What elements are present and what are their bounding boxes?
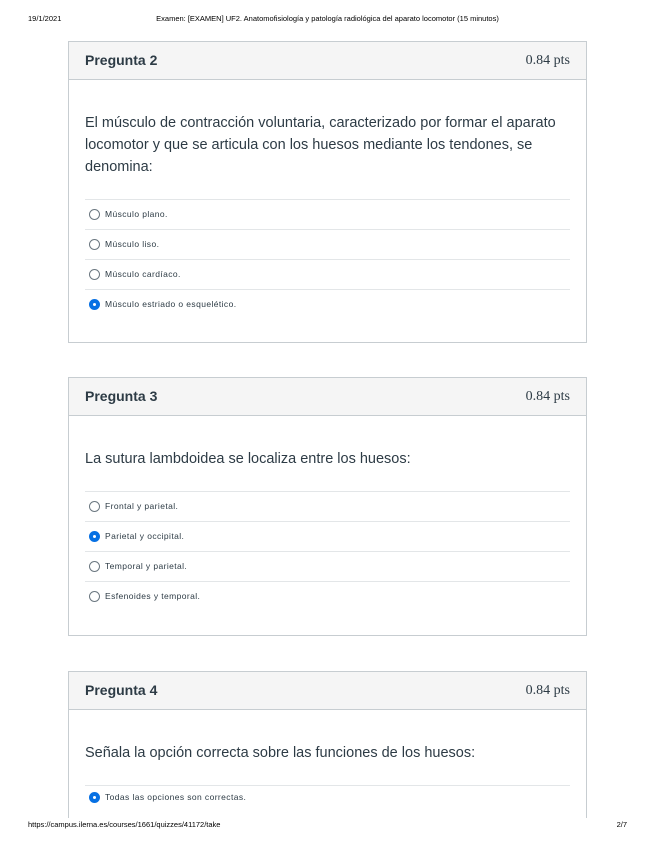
print-header	[28, 14, 627, 26]
radio-button[interactable]	[89, 561, 100, 572]
answer-label[interactable]: Músculo estriado o esquelético.	[105, 299, 237, 309]
print-date: 19/1/2021	[28, 14, 62, 23]
radio-button[interactable]	[89, 269, 100, 280]
question-text: El músculo de contracción voluntaria, caracterizado por formar el aparato locomotor y que se articula con los huesos mediante los tendones, se denomina:	[85, 115, 556, 175]
answer-label[interactable]: Temporal y parietal.	[105, 561, 188, 571]
question-title: Pregunta 4	[85, 682, 158, 698]
radio-button-selected[interactable]	[89, 531, 100, 542]
answer-label[interactable]: Esfenoides y temporal.	[105, 591, 201, 601]
question-card	[68, 41, 587, 343]
question-text: La sutura lambdoidea se localiza entre los huesos:	[85, 451, 411, 467]
print-title: Examen: [EXAMEN] UF2. Anatomofisiología y patología radiológica del aparato locomotor (15 minutos)	[156, 14, 499, 23]
radio-button-selected[interactable]	[89, 299, 100, 310]
question-points: 0.84 pts	[525, 683, 570, 698]
question-points: 0.84 pts	[525, 389, 570, 404]
question-text: Señala la opción correcta sobre las funciones de los huesos:	[85, 745, 476, 761]
page-number: 2/7	[616, 820, 627, 829]
question-card	[68, 377, 587, 636]
answer-list	[85, 785, 570, 816]
question-title: Pregunta 2	[85, 52, 158, 68]
answer-label[interactable]: Parietal y occipital.	[105, 531, 185, 541]
answer-list	[85, 491, 570, 612]
question-header	[69, 42, 586, 80]
answer-option[interactable]	[85, 290, 570, 320]
answer-label[interactable]: Músculo cardíaco.	[105, 269, 181, 279]
question-card	[68, 671, 587, 818]
answer-option[interactable]	[85, 522, 570, 552]
answer-label[interactable]: Músculo liso.	[105, 239, 160, 249]
answer-option[interactable]	[85, 200, 570, 230]
answer-list	[85, 199, 570, 320]
answer-option[interactable]	[85, 786, 570, 816]
radio-button[interactable]	[89, 239, 100, 250]
answer-label[interactable]: Frontal y parietal.	[105, 501, 179, 511]
answer-option[interactable]	[85, 582, 570, 612]
answer-option[interactable]	[85, 230, 570, 260]
radio-button[interactable]	[89, 209, 100, 220]
page-url: https://campus.ilerna.es/courses/1661/quizzes/41172/take	[28, 820, 221, 829]
radio-button[interactable]	[89, 501, 100, 512]
answer-option[interactable]	[85, 260, 570, 290]
answer-option[interactable]	[85, 492, 570, 522]
question-points: 0.84 pts	[525, 53, 570, 68]
print-footer	[28, 820, 627, 832]
radio-button-selected[interactable]	[89, 792, 100, 803]
answer-option[interactable]	[85, 552, 570, 582]
answer-label[interactable]: Músculo plano.	[105, 209, 168, 219]
question-header	[69, 378, 586, 416]
question-title: Pregunta 3	[85, 388, 158, 404]
question-header	[69, 672, 586, 710]
radio-button[interactable]	[89, 591, 100, 602]
answer-label[interactable]: Todas las opciones son correctas.	[105, 792, 247, 802]
